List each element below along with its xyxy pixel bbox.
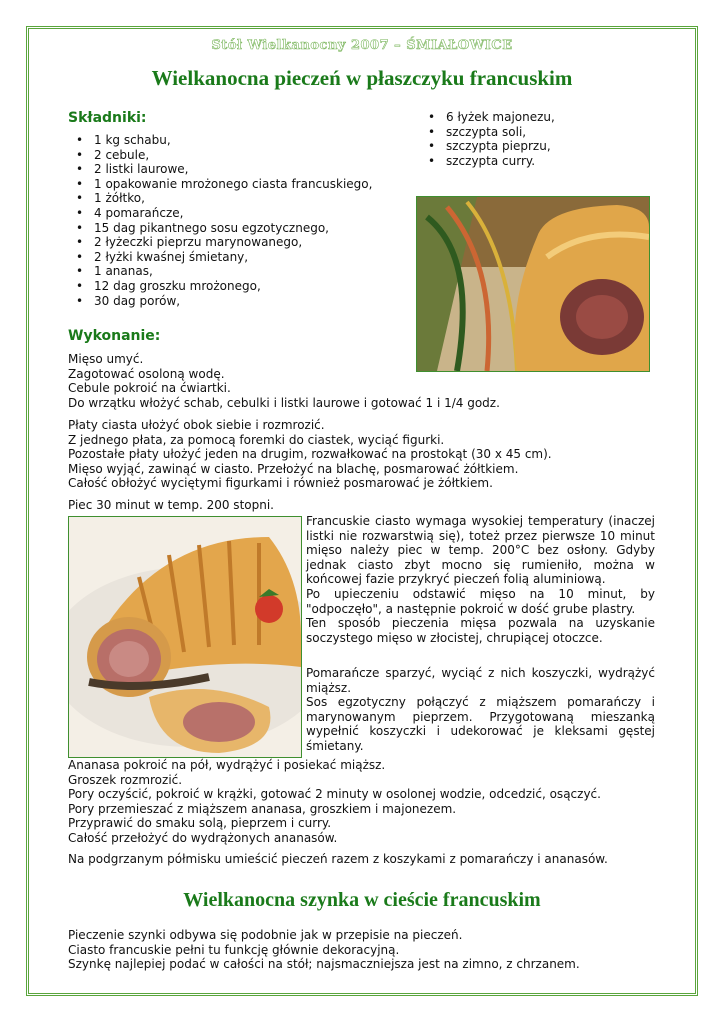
list-item: • 1 kg schabu, (68, 133, 372, 148)
method-block-2 (68, 418, 552, 491)
text-line: Płaty ciasta ułożyć obok siebie i rozmrozić. (68, 418, 325, 432)
text-line: Szynkę najlepiej podać w całości na stół; najsmaczniejsza jest na zimno, z chrzanem. (68, 957, 580, 972)
text-line: Pory oczyścić, pokroić w krążki, gotować 2 minuty w osolonej wodzie, odcedzić, osączyć. (68, 787, 601, 802)
recipe-2-text (68, 928, 580, 972)
list-item: • 30 dag porów, (68, 294, 372, 309)
ingredients-list-left (68, 133, 372, 308)
side-text-1 (306, 514, 655, 645)
ingredients-list-right (420, 110, 555, 168)
paragraph: Pomarańcze sparzyć, wyciąć z nich koszyczki, wydrążyć miąższ. (306, 666, 655, 695)
text-line: Mięso wyjąć, zawinąć w ciasto. Przełożyć na blachę, posmarować żółtkiem. (68, 461, 519, 476)
list-item: • 4 pomarańcze, (68, 206, 372, 221)
text-line: Ananasa pokroić na pół, wydrążyć i posiekać miąższ. (68, 758, 386, 772)
roast-photo-sliced (68, 516, 302, 758)
oven-instruction: Piec 30 minut w temp. 200 stopni. (68, 498, 274, 512)
list-item: • szczypta pieprzu, (420, 139, 555, 154)
text-line: Pory przemieszać z miąższem ananasa, groszkiem i majonezem. (68, 801, 457, 816)
method-block-3 (68, 758, 601, 846)
page-header: Stół Wielkanocny 2007 – ŚMIAŁOWICE (211, 38, 513, 53)
serving-instruction: Na podgrzanym półmisku umieścić pieczeń razem z koszykami z pomarańczy i ananasów. (68, 852, 608, 866)
list-item: • 1 ananas, (68, 264, 372, 279)
text-line: Zagotować osoloną wodę. (68, 366, 225, 381)
method-block-1 (68, 352, 500, 410)
list-item: • szczypta soli, (420, 125, 555, 140)
paragraph: Ten sposób pieczenia mięsa pozwala na uzyskanie soczystego mięso w złocistej, chrupiącej otoczce. (306, 616, 655, 645)
list-item: • 1 żółtko, (68, 191, 372, 206)
recipe-title: Wielkanocna pieczeń w płaszczyku francuskim (151, 66, 573, 90)
text-line: Pieczenie szynki odbywa się podobnie jak w przepisie na pieczeń. (68, 928, 463, 942)
text-line: Całość przełożyć do wydrążonych ananasów. (68, 830, 338, 845)
text-line: Groszek rozmrozić. (68, 772, 183, 787)
paragraph: Francuskie ciasto wymaga wysokiej temperatury (inaczej listki nie rozwarstwią się), toteż przez pierwsze 10 minut mięso należy piec w temp. 200°C bez osłony. Gdyby jednak ciasto zbyt mocno się rumieniło, można w końcowej fazie przykryć pieczeń folią aluminiową. (306, 514, 655, 587)
text-line: Ciasto francuskie pełni tu funkcję głównie dekoracyjną. (68, 942, 400, 957)
ingredients-heading: Składniki: (68, 110, 147, 126)
text-line: Cebule pokroić na ćwiartki. (68, 381, 231, 396)
list-item: • 1 opakowanie mrożonego ciasta francuskiego, (68, 177, 372, 192)
list-item: • 2 łyżki kwaśnej śmietany, (68, 250, 372, 265)
paragraph: Sos egzotyczny połączyć z miąższem pomarańczy i marynowanym pieprzem. Przygotowaną mieszanką wypełnić koszyczki i udekorować je kleksami gęstej śmietany. (306, 695, 655, 753)
text-line: Do wrzątku włożyć schab, cebulki i listki laurowe i gotować 1 i 1/4 godz. (68, 395, 500, 410)
text-line: Pozostałe płaty ułożyć jeden na drugim, rozwałkować na prostokąt (30 x 45 cm). (68, 447, 552, 462)
text-line: Całość obłożyć wyciętymi figurkami i również posmarować je żółtkiem. (68, 476, 493, 491)
list-item: • szczypta curry. (420, 154, 555, 169)
list-item: • 2 łyżeczki pieprzu marynowanego, (68, 235, 372, 250)
side-text-2 (306, 666, 655, 754)
list-item: • 6 łyżek majonezu, (420, 110, 555, 125)
paragraph: Po upieczeniu odstawić mięso na 10 minut, by "odpoczęło", a następnie pokroić w dość grube plastry. (306, 586, 655, 616)
text-line: Z jednego płata, za pomocą foremki do ciastek, wyciąć figurki. (68, 432, 445, 447)
list-item: • 15 dag pikantnego sosu egzotycznego, (68, 221, 372, 236)
recipe-2-title: Wielkanocna szynka w cieście francuskim (183, 889, 541, 911)
text-line: Przyprawić do smaku solą, pieprzem i curry. (68, 816, 332, 831)
text-line: Mięso umyć. (68, 352, 144, 366)
list-item: • 12 dag groszku mrożonego, (68, 279, 372, 294)
list-item: • 2 listki laurowe, (68, 162, 372, 177)
roast-photo-top (416, 196, 650, 372)
method-heading: Wykonanie: (68, 328, 161, 344)
list-item: • 2 cebule, (68, 148, 372, 163)
